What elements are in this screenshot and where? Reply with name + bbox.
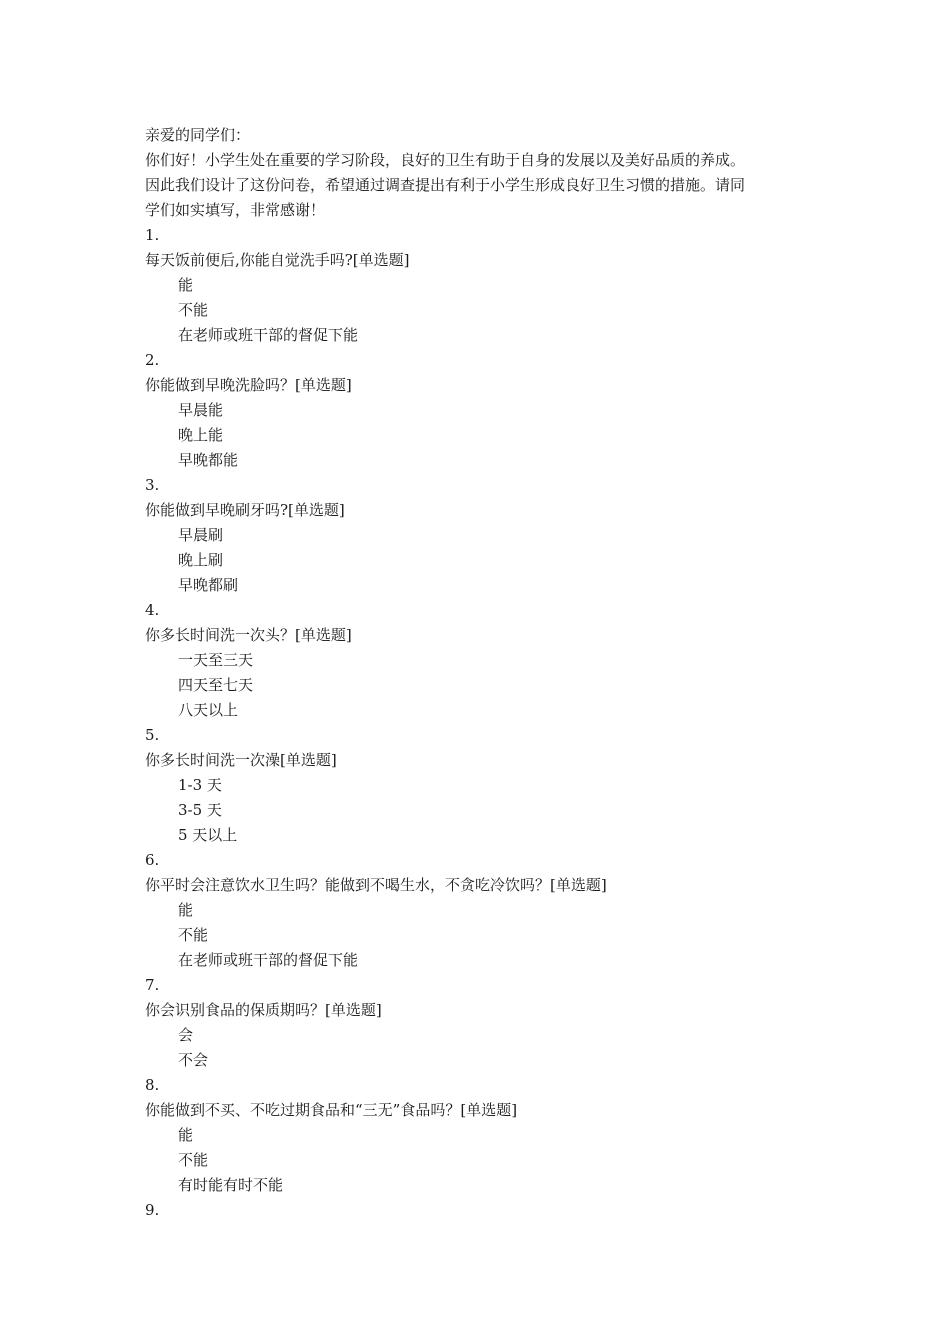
question-text: 你平时会注意饮水卫生吗？能做到不喝生水，不贪吃冷饮吗？[单选题] <box>145 876 607 894</box>
option-item[interactable]: 3-5 天 <box>178 801 222 819</box>
option-item[interactable]: 在老师或班干部的督促下能 <box>178 326 359 344</box>
option-item[interactable]: 晚上能 <box>178 426 224 444</box>
intro-line: 因此我们设计了这份问卷，希望通过调查提出有利于小学生形成良好卫生习惯的措施。请同 <box>145 176 746 194</box>
question-text: 你会识别食品的保质期吗？[单选题] <box>145 1001 382 1019</box>
option-item[interactable]: 八天以上 <box>178 701 239 719</box>
option-item[interactable]: 能 <box>178 901 194 919</box>
option-item[interactable]: 能 <box>178 276 194 294</box>
question-text: 每天饭前便后,你能自觉洗手吗?[单选题] <box>145 251 410 269</box>
option-item[interactable]: 不能 <box>178 926 209 944</box>
greeting: 亲爱的同学们： <box>145 126 251 144</box>
question-number: 9. <box>145 1201 160 1219</box>
option-item[interactable]: 一天至三天 <box>178 651 254 669</box>
option-item[interactable]: 早晨刷 <box>178 526 224 544</box>
option-item[interactable]: 能 <box>178 1126 194 1144</box>
question-number: 3. <box>145 476 160 494</box>
option-item[interactable]: 不能 <box>178 1151 209 1169</box>
option-item[interactable]: 在老师或班干部的督促下能 <box>178 951 359 969</box>
intro-line: 学们如实填写，非常感谢！ <box>145 201 326 219</box>
survey-document <box>145 123 825 1223</box>
question-number: 8. <box>145 1076 160 1094</box>
option-item[interactable]: 四天至七天 <box>178 676 254 694</box>
option-item[interactable]: 不能 <box>178 301 209 319</box>
question-number: 1. <box>145 226 160 244</box>
question-text: 你能做到早晚刷牙吗?[单选题] <box>145 501 345 519</box>
option-item[interactable]: 5 天以上 <box>178 826 238 844</box>
question-number: 4. <box>145 601 160 619</box>
option-item[interactable]: 1-3 天 <box>178 776 222 794</box>
intro-line: 你们好！小学生处在重要的学习阶段，良好的卫生有助于自身的发展以及美好品质的养成。 <box>145 151 746 169</box>
question-text: 你能做到早晚洗脸吗？[单选题] <box>145 376 352 394</box>
question-text: 你能做到不买、不吃过期食品和“三无”食品吗？[单选题] <box>145 1101 518 1119</box>
question-number: 6. <box>145 851 160 869</box>
option-item[interactable]: 不会 <box>178 1051 209 1069</box>
option-item[interactable]: 早晚都刷 <box>178 576 239 594</box>
question-text: 你多长时间洗一次头？[单选题] <box>145 626 352 644</box>
option-item[interactable]: 早晨能 <box>178 401 224 419</box>
question-number: 7. <box>145 976 160 994</box>
option-item[interactable]: 早晚都能 <box>178 451 239 469</box>
option-item[interactable]: 会 <box>178 1026 194 1044</box>
option-item[interactable]: 晚上刷 <box>178 551 224 569</box>
question-text: 你多长时间洗一次澡[单选题] <box>145 751 337 769</box>
question-number: 5. <box>145 726 160 744</box>
question-number: 2. <box>145 351 160 369</box>
option-item[interactable]: 有时能有时不能 <box>178 1176 284 1194</box>
